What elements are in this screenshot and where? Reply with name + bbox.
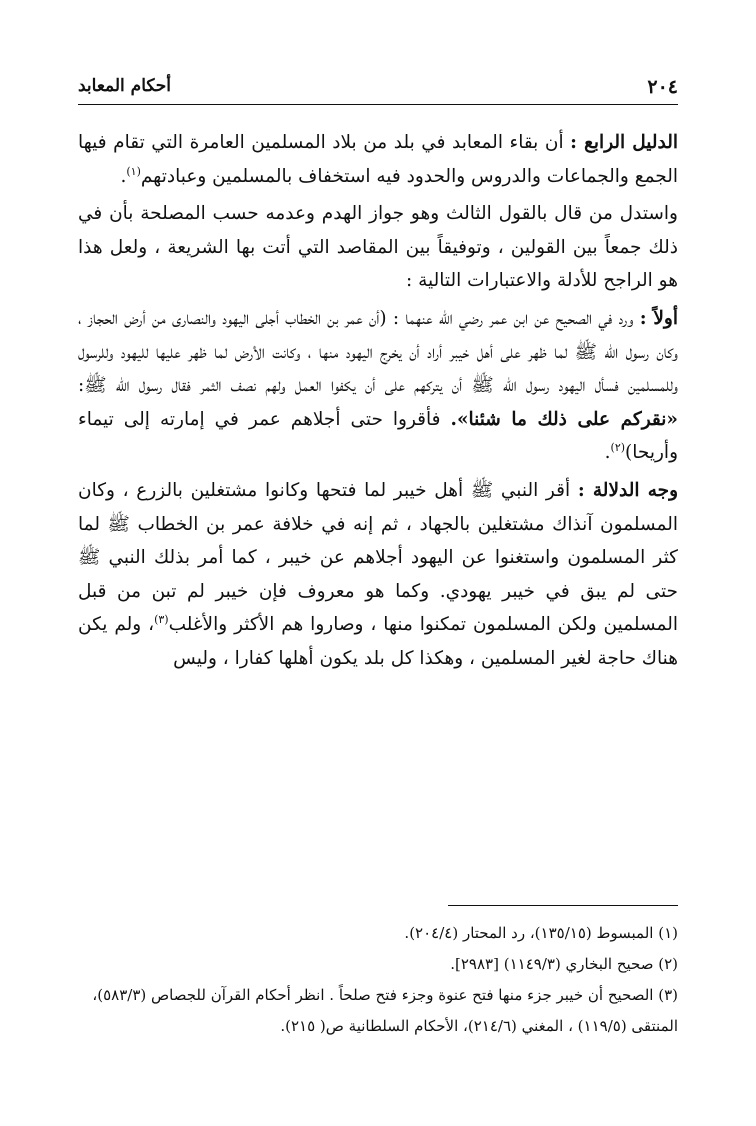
paragraph-evidence-four (78, 126, 678, 193)
paragraph-heading: الدليل الرابع : (570, 132, 678, 153)
paragraph-text-continued: فأقروا حتى أجلاهم عمر في إمارته إلى تيماء وأريحا) (78, 408, 678, 464)
running-title: أحكام المعابد (78, 76, 172, 96)
footnote-divider (448, 905, 678, 906)
paragraph-third-opinion (78, 197, 678, 298)
main-text (78, 126, 678, 680)
page-number: ٢٠٤ (647, 76, 678, 98)
hadith-quote: «نقركم على ذلك ما شئنا». (450, 408, 678, 430)
footnote-3: (٣) الصحيح أن خيبر جزء منها فتح عنوة وجزء فتح صلحاً . انظر أحكام القرآن للجصاص (٥٨٣/٣)، المنتقى (١١٩/٥) ، المغني (٢١٤/٦)، الأحكام السلطانية ص( ٢١٥). (92, 986, 678, 1035)
footnote-ref[interactable]: (١) (126, 164, 141, 178)
footnote-2: (٢) صحيح البخاري (١١٤٩/٣) [٢٩٨٣]. (450, 955, 678, 973)
page-header (78, 76, 678, 102)
paragraph-first-point (78, 302, 678, 470)
paragraph-evidence-aspect (78, 474, 678, 676)
paragraph-end: . (120, 165, 127, 187)
footnote-1: (١) المبسوط (١٣٥/١٥)، رد المحتار (٢٠٤/٤). (404, 924, 678, 942)
footnote-ref[interactable]: (٢) (610, 441, 626, 455)
paragraph-text: أقر النبي ﷺ أهل خيبر لما فتحها وكانوا مشتغلين بالزرع ، وكان المسلمون آنذاك مشتغلين بالجهاد ، ثم إنه في خلافة عمر بن الخطاب ﷺ لما كثر المسلمون واستغنوا عن اليهود أجلاهم عن خيبر ، كما أمر بذلك النبي ﷺ حتى لم يبق في خيبر يهودي. وكما هو معروف فإن خيبر لم تبن من قبل المسلمين ولكن المسلمون تمكنوا منها ، وصاروا هم الأكثر والأغلب (78, 479, 678, 636)
paragraph-heading: أولاً : (639, 307, 678, 329)
header-divider (78, 104, 678, 105)
paragraph-text: واستدل من قال بالقول الثالث وهو جواز الهدم وعدمه حسب المصلحة بأن في ذلك جمعاً بين القولين ، وتوفيقاً بين المقاصد التي أتت بها الشريعة ، ولعل هذا هو الراجح للأدلة والاعتبارات التالية : (78, 203, 678, 292)
footnote-ref[interactable]: (٣) (154, 613, 169, 627)
paragraph-text: أن بقاء المعابد في بلد من بلاد المسلمين العامرة التي تقام فيها الجمع والجماعات والدروس والحدود فيه استخفاف بالمسلمين وعبادتهم (78, 132, 678, 187)
paragraph-heading: وجه الدلالة : (577, 479, 679, 501)
paragraph-end: . (604, 442, 611, 464)
footnotes (78, 918, 678, 1042)
paragraph-text: ورد في الصحيح عن ابن عمر رضي الله عنهما : (أن عمر بن الخطاب أجلى اليهود والنصارى من أرض الحجاز ، وكان رسول الله ﷺ لما ظهر على أهل خيبر أراد أن يخرج اليهود منها ، وكانت الأرض لما ظهر عليها لليهود وللرسول وللمسلمين فسأل اليهود رسول الله ﷺ أن يتركهم على أن يكفوا العمل ولهم نصف الثمر فقال رسول الله ﷺ: (78, 307, 678, 397)
paragraph-text-continued: ، ولم يكن هناك حاجة لغير المسلمين ، وهكذا كل بلد يكون أهلها كفارا ، وليس (78, 614, 678, 669)
